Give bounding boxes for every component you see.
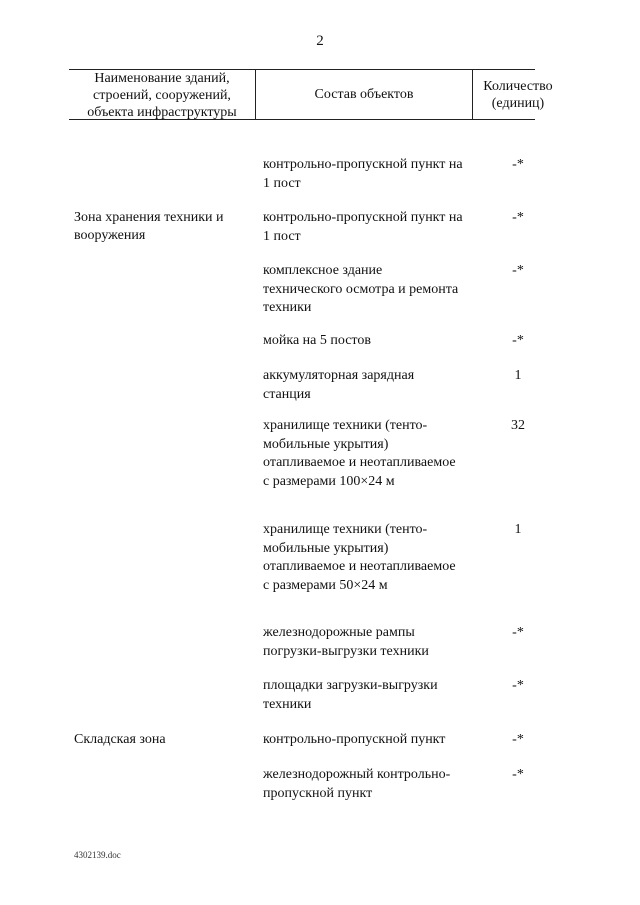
object-cell: площадки загрузки-выгрузки техники [263, 678, 438, 712]
count-cell: 32 [511, 418, 525, 433]
object-cell: железнодорожный контрольно-пропускной пункт [263, 767, 451, 801]
object-cell: хранилище техники (тенто-мобильные укрытия) отапливаемое и неотапливаемое с размерами 100×24 м [263, 418, 456, 489]
object-cell: мойка на 5 постов [263, 333, 371, 348]
document-filename: 4302139.doc [74, 850, 121, 860]
header-divider-2 [472, 69, 473, 119]
count-cell: -* [512, 263, 524, 278]
count-cell: -* [512, 157, 524, 172]
object-cell: аккумуляторная зарядная станция [263, 368, 415, 402]
count-cell: 1 [514, 522, 522, 537]
zone-cell: Складская зона [74, 732, 166, 747]
header-bottom-rule [69, 119, 535, 120]
object-cell: железнодорожные рампы погрузки-выгрузки техники [263, 625, 429, 659]
object-cell: контрольно-пропускной пункт на 1 пост [263, 210, 463, 244]
count-cell: 1 [514, 368, 522, 383]
count-cell: -* [512, 767, 524, 782]
object-cell: контрольно-пропускной пункт на 1 пост [263, 157, 463, 191]
count-cell: -* [512, 732, 524, 747]
object-cell: комплексное здание технического осмотра и ремонта техники [263, 263, 459, 315]
header-divider-1 [255, 69, 256, 119]
count-cell: -* [512, 210, 524, 225]
count-cell: -* [512, 678, 524, 693]
count-cell: -* [512, 333, 524, 348]
header-col-count: Количество (единиц) [483, 79, 553, 111]
object-cell: контрольно-пропускной пункт [263, 732, 446, 747]
object-cell: хранилище техники (тенто-мобильные укрытия) отапливаемое и неотапливаемое с размерами 50×24 м [263, 522, 456, 593]
header-col-name: Наименование зданий, строений, сооружений, объекта инфраструктуры [87, 71, 237, 120]
count-cell: -* [512, 625, 524, 640]
page-number: 2 [316, 33, 324, 49]
header-col-objects: Состав объектов [314, 87, 414, 102]
zone-cell: Зона хранения техники и вооружения [74, 210, 224, 243]
